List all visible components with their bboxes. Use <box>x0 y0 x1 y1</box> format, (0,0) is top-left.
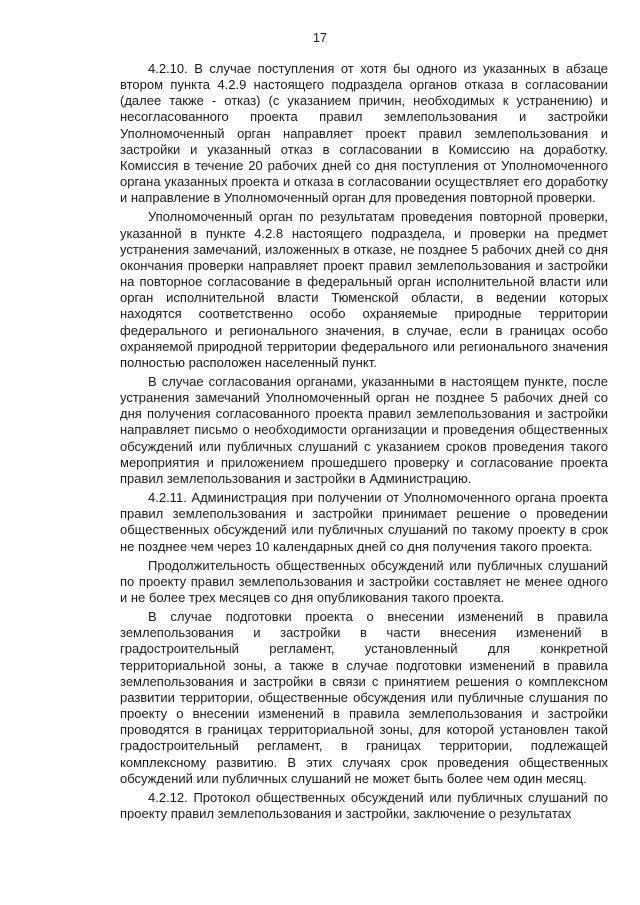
page-number: 17 <box>313 31 327 45</box>
paragraph-repeat-check: Уполномоченный орган по результатам проведения повторной проверки, указанной в пункте 4.2.8 настоящего подраздела, и проверки на предмет устранения замечаний, изложенных в отказе, не позднее 5 рабочих дней со дня окончания проверки направляет проект правил землепользования и застройки на повторное согласование в федеральный орган исполнительной власти или орган исполнительной власти Тюменской области, в ведении которых находятся соответственно особо охраняемые природные территории федерального и регионального значения, в случае, если в границах особо охраняемой природной территории федерального или регионального значения полностью расположен населенный пункт. <box>120 209 608 370</box>
paragraph-amendments: В случае подготовки проекта о внесении изменений в правила землепользования и застройки в части внесения изменений в градостроительный регламент, установленный для конкретной территориальной зоны, а также в случае подготовки изменений в правила землепользования и застройки в связи с принятием решения о комплексном развитии территории, общественные обсуждения или публичные слушания по проекту о внесении изменений в правила землепользования и застройки проводятся в границах территориальной зоны, для которой установлен такой градостроительный регламент, в границах территории, подлежащей комплексному развитию. В этих случаях срок проведения общественных обсуждений или публичных слушаний не может быть более чем один месяц. <box>120 609 608 786</box>
paragraph-4-2-12: 4.2.12. Протокол общественных обсуждений или публичных слушаний по проекту правил землепользования и застройки, заключение о результатах <box>120 789 608 822</box>
document-body <box>120 61 608 822</box>
paragraph-duration: Продолжительность общественных обсуждений или публичных слушаний по проекту правил землепользования и застройки составляет не менее одного и не более трех месяцев со дня опубликования такого проекта. <box>120 557 608 605</box>
paragraph-4-2-10: 4.2.10. В случае поступления от хотя бы одного из указанных в абзаце втором пункта 4.2.9 настоящего подраздела органов отказа в согласовании (далее также - отказ) (с указанием причин, необходимых к устранению) и несогласованного проекта правил землепользования и застройки Уполномоченный орган направляет проект правил землепользования и застройки и указанный отказ в согласовании в Комиссию на доработку. Комиссия в течение 20 рабочих дней со дня поступления от Уполномоченного органа указанных проекта и отказа в согласовании осуществляет его доработку и направление в Уполномоченный орган для проведения повторной проверки. <box>120 61 608 206</box>
paragraph-4-2-11: 4.2.11. Администрация при получении от Уполномоченного органа проекта правил землепользования и застройки принимает решение о проведении общественных обсуждений или публичных слушаний по такому проекту в срок не позднее чем через 10 календарных дней со дня получения такого проекта. <box>120 490 608 554</box>
paragraph-approval-letter: В случае согласования органами, указанными в настоящем пункте, после устранения замечаний Уполномоченный орган не позднее 5 рабочих дней со дня получения согласованного проекта правил землепользования и застройки направляет письмо о необходимости организации и проведения общественных обсуждений или публичных слушаний с указанием сроков проведения такого мероприятия и приложением прошедшего проверку и согласование проекта правил землепользования и застройки в Администрацию. <box>120 373 608 486</box>
